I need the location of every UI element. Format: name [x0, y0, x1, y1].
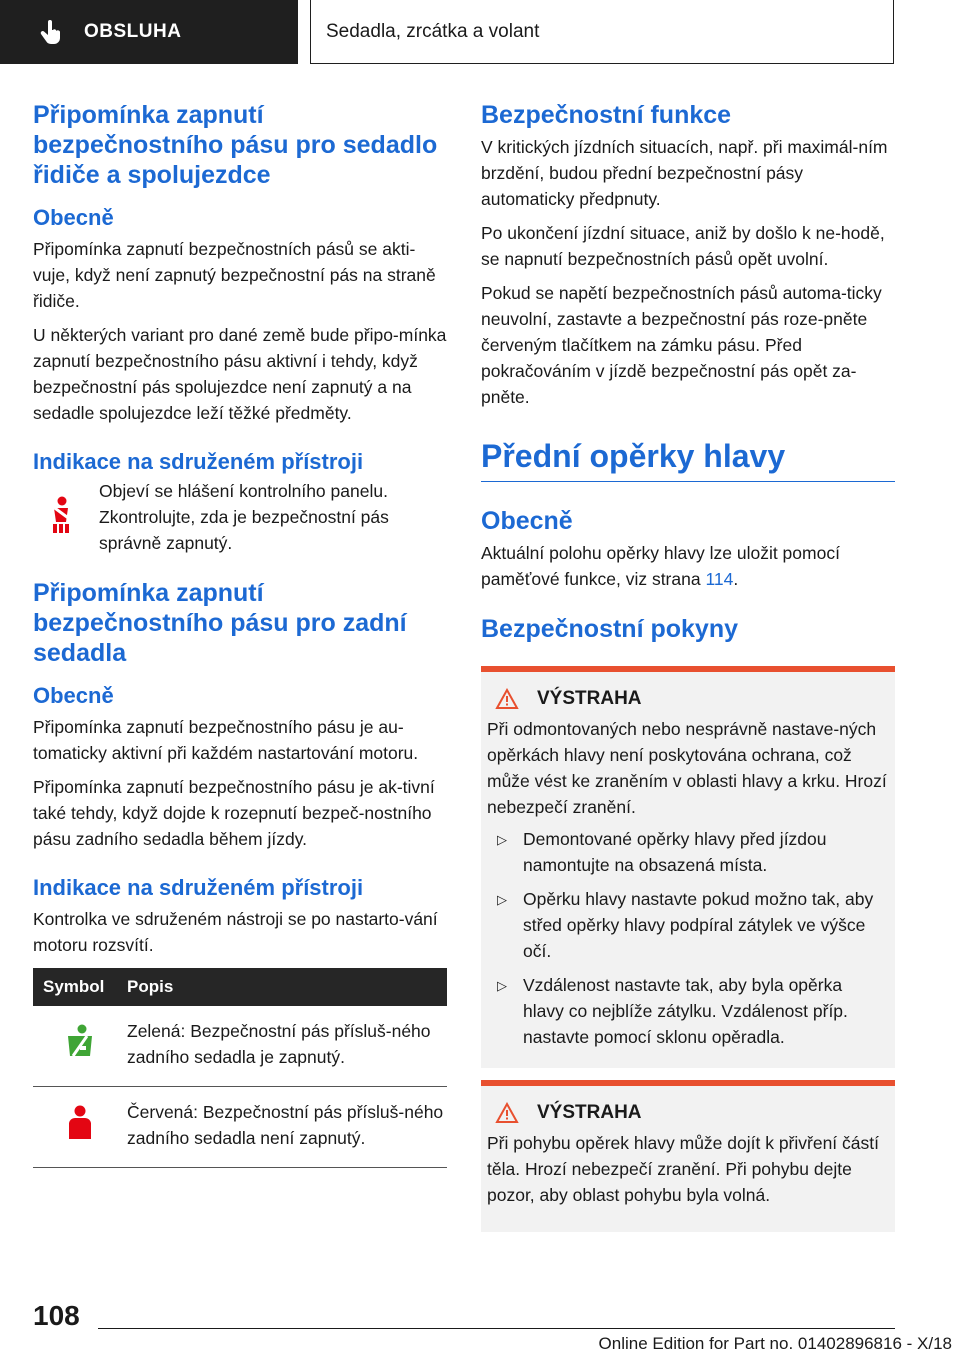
general-text-end: . — [733, 569, 739, 589]
edition-label: Online Edition for Part no. 01402896816 - X/18 — [598, 1334, 952, 1353]
general-paragraph — [481, 540, 895, 592]
general-heading-1: Obecně — [33, 205, 114, 230]
symbol-cell — [33, 1006, 127, 1087]
symbol-cell — [33, 1087, 127, 1168]
headrest-heading: Přední opěrky hlavy — [481, 438, 786, 474]
seatbelt-warning-icon — [49, 496, 73, 534]
safety-function-heading: Bezpečnostní funkce — [481, 101, 732, 129]
driver-reminder-heading: Připomínka zapnutí bezpečnostního pásu pro sedadlo řidiče a spolujezdce — [33, 101, 438, 189]
indicator-heading-1: Indikace na sdruženém přístroji — [33, 449, 364, 474]
general-2-paragraph-1: Připomínka zapnutí bezpečnostního pásu je au-tomaticky aktivní při každém nastartování motoru. — [33, 717, 419, 763]
footer-divider — [98, 1328, 895, 1329]
warning-text: Při pohybu opěrek hlavy může dojít k přivření částí těla. Hrozí nebezpečí zranění. Při pohybu dejte pozor, aby oblast pohybu byla volná. — [487, 1133, 879, 1205]
warning-box-1 — [481, 666, 895, 1068]
list-item-text: Vzdálenost nastavte tak, aby byla opěrka hlavy co nejblíže zátylku. Vzdálenost příp. nastavte pomocí sklonu opěradla. — [523, 975, 848, 1047]
warning-text: Při odmontovaných nebo nesprávně nastave-ných opěrkách hlavy není poskytována ochrana, což může vést ke zraněním v oblasti hlavy a krku. Hrozí nebezpečí zranění. — [487, 719, 887, 817]
col-desc-header: Popis — [127, 968, 447, 1006]
list-item — [487, 886, 887, 964]
list-item — [487, 826, 887, 878]
safety-paragraph-1: V kritických jízdních situacích, např. při maximál-ním brzdění, budou přední bezpečnostní pásy automaticky předpnuty. — [481, 137, 888, 209]
indicator-1-text: Objeví se hlášení kontrolního panelu. Zkontrolujte, zda je bezpečnostní pás správně zapnutý. — [99, 481, 389, 553]
general-text: Aktuální polohu opěrky hlavy lze uložit pomocí paměťové funkce, viz strana — [481, 543, 840, 589]
right-column — [481, 100, 895, 1244]
list-item-text: Demontované opěrky hlavy před jízdou namontujte na obsazená místa. — [523, 829, 827, 875]
instructions-heading: Bezpečnostní pokyny — [481, 615, 738, 643]
table-row — [33, 1006, 447, 1087]
desc-cell: Zelená: Bezpečnostní pás přísluš-ného zadního sedadla je zapnutý. — [127, 1006, 447, 1087]
general-1-paragraph-2: U některých variant pro dané země bude připo-mínka zapnutí bezpečnostního pásu aktivní i tehdy, když bezpečnostní pás spolujezdce není zapnutý a na sedadle spolujezdce leží těžké předměty. — [33, 325, 447, 423]
seatbelt-green-icon — [65, 1024, 95, 1058]
list-item-text: Opěrku hlavy nastavte pokud možno tak, aby střed opěrky hlavy podpíral zátylek ve výšce očí. — [523, 889, 874, 961]
warning-triangle-icon — [495, 688, 519, 710]
safety-paragraph-2: Po ukončení jízdní situace, aniž by došlo k ne-hodě, se napnutí bezpečnostních pásů opět uvolní. — [481, 223, 885, 269]
general-2-paragraph-2: Připomínka zapnutí bezpečnostního pásu je ak-tivní také tehdy, když dojde k rozepnutí bezpeč-nostního pásu zadního sedadla během jízdy. — [33, 777, 435, 849]
bullet-triangle-icon: ▷ — [497, 832, 507, 847]
page-footer — [0, 1290, 960, 1362]
list-item — [487, 972, 887, 1050]
bullet-triangle-icon: ▷ — [497, 892, 507, 907]
page-header — [0, 0, 960, 66]
warning-title: VÝSTRAHA — [537, 688, 642, 709]
general-heading-2: Obecně — [33, 683, 114, 708]
warning-box-2 — [481, 1080, 895, 1232]
general-heading: Obecně — [481, 507, 573, 535]
symbol-table — [33, 968, 447, 1168]
chapter-label: Sedadla, zrcátka a volant — [326, 20, 540, 42]
bullet-triangle-icon: ▷ — [497, 978, 507, 993]
warning-list — [487, 826, 887, 1050]
table-row — [33, 1087, 447, 1168]
section-label: OBSLUHA — [84, 21, 182, 42]
seatbelt-warning-icon-wrap — [33, 478, 99, 534]
headrest-heading-wrap — [481, 436, 895, 482]
warning-triangle-icon — [495, 1102, 519, 1124]
table-header-row — [33, 968, 447, 1006]
hand-pointer-icon — [40, 20, 62, 44]
page-link[interactable]: 114 — [705, 569, 734, 589]
page-number: 108 — [33, 1300, 80, 1331]
safety-paragraph-3: Pokud se napětí bezpečnostních pásů automa-ticky neuvolní, zastavte a bezpečnostní pás roze-pněte červeným tlačítkem na zámku pásu. Před pokračováním v jízdě bezpečnostní pás opět za-pněte. — [481, 283, 882, 407]
warning-title: VÝSTRAHA — [537, 1102, 642, 1123]
general-1-paragraph-1: Připomínka zapnutí bezpečnostních pásů se akti-vuje, když není zapnutý bezpečnostní pás na straně řidiče. — [33, 239, 436, 311]
desc-cell: Červená: Bezpečnostní pás přísluš-ného zadního sedadla není zapnutý. — [127, 1087, 447, 1168]
left-column — [33, 100, 447, 1168]
indicator-row — [33, 478, 447, 556]
section-tab — [0, 0, 298, 64]
col-symbol-header: Symbol — [33, 968, 127, 1006]
indicator-heading-2: Indikace na sdruženém přístroji — [33, 875, 364, 900]
chapter-tab — [310, 0, 894, 64]
rear-reminder-heading: Připomínka zapnutí bezpečnostního pásu pro zadní sedadla — [33, 579, 407, 667]
warning-title-row — [487, 688, 887, 710]
indicator-2-text: Kontrolka ve sdruženém nástroji se po nastarto-vání motoru rozsvítí. — [33, 909, 438, 955]
seat-red-icon — [67, 1105, 93, 1141]
warning-title-row — [487, 1102, 887, 1124]
